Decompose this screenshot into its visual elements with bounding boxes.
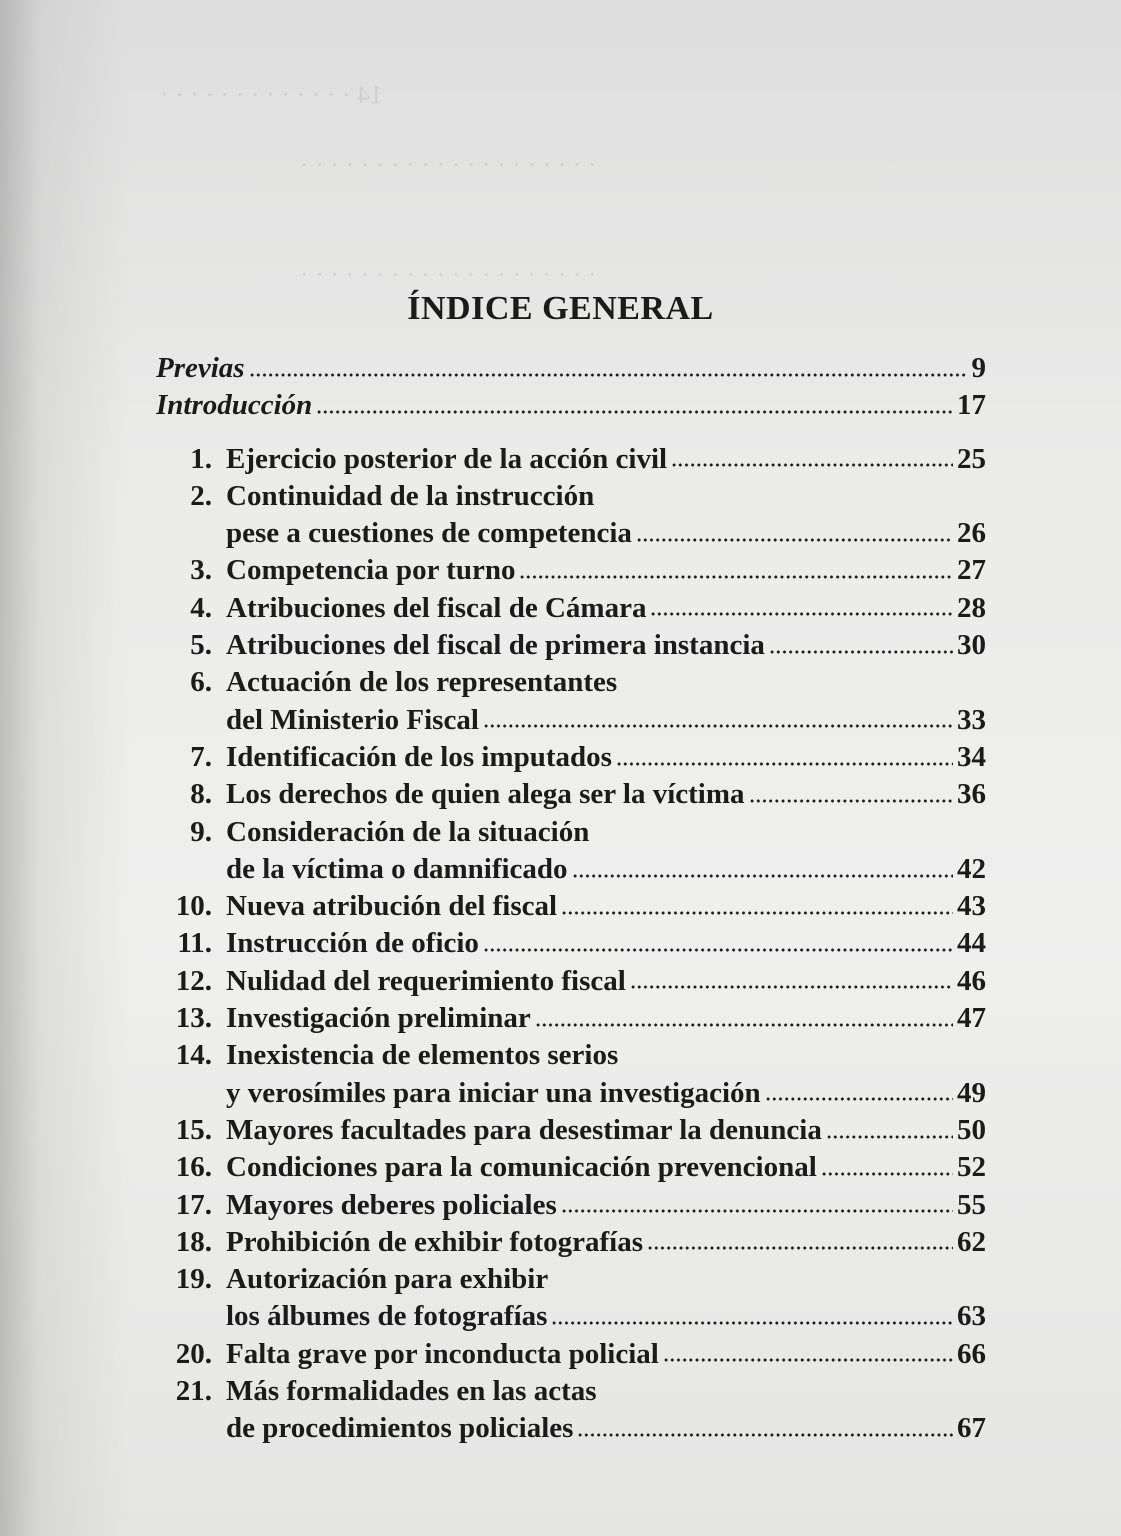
toc-line <box>156 1000 986 1037</box>
dot-leader <box>561 1208 953 1214</box>
dot-leader <box>769 649 953 655</box>
entry-title: Nulidad del requerimiento fiscal <box>226 964 626 997</box>
entry-page-number: 42 <box>957 852 986 885</box>
dot-leader <box>561 910 953 916</box>
entry-page-number: 52 <box>957 1151 986 1184</box>
toc-line <box>156 1298 986 1335</box>
entry-page-number: 55 <box>957 1188 986 1221</box>
toc-line <box>156 1112 986 1149</box>
entry-title: Prohibición de exhibir fotografías <box>226 1225 644 1258</box>
entry-title: Identificación de los imputados <box>226 740 612 773</box>
entry-text-wrap <box>156 387 986 424</box>
entry-title: Condiciones para la comunicación prevencional <box>226 1151 817 1184</box>
toc-line <box>156 1373 986 1410</box>
entry-number: 5. <box>190 629 212 662</box>
entry-title: Nueva atribución del fiscal <box>226 890 558 923</box>
entry-page-number: 50 <box>957 1113 986 1146</box>
entry-text-wrap <box>212 1298 986 1335</box>
entry-text-wrap <box>212 963 986 1000</box>
entry-page-number: 28 <box>957 591 986 624</box>
entry-number: 4. <box>190 591 212 624</box>
entry-text-wrap <box>212 1112 986 1149</box>
entry-number: 13. <box>175 1002 212 1035</box>
entry-text-wrap <box>212 515 986 552</box>
entry-title: pese a cuestiones de competencia <box>226 517 632 550</box>
entry-page-number: 63 <box>957 1300 986 1333</box>
entry-text-wrap <box>212 702 986 739</box>
entry-number: 15. <box>175 1113 212 1146</box>
toc-line <box>156 851 986 888</box>
dot-leader <box>577 1432 953 1438</box>
entry-text-wrap <box>212 888 986 925</box>
entry-number: 20. <box>175 1337 212 1370</box>
entry-title: Previas <box>156 352 245 384</box>
toc-line <box>156 515 986 552</box>
entry-number: 17. <box>175 1188 212 1221</box>
entry-text-wrap <box>212 1336 986 1373</box>
toc-line <box>156 664 986 701</box>
toc-line <box>156 702 986 739</box>
toc-line <box>156 963 986 1000</box>
entry-number: 18. <box>175 1225 212 1258</box>
entry-page-number: 43 <box>957 890 986 923</box>
toc-line <box>156 1410 986 1447</box>
entry-page-number: 44 <box>957 927 986 960</box>
entry-text-wrap <box>212 814 986 851</box>
toc-line <box>156 739 986 776</box>
entry-text-wrap <box>212 1000 986 1037</box>
entry-text-wrap <box>212 664 986 701</box>
entry-page-number: 25 <box>957 442 986 475</box>
entry-text-wrap <box>212 1373 986 1410</box>
dot-leader <box>826 1134 953 1140</box>
entry-number: 6. <box>190 666 212 699</box>
entry-text-wrap <box>212 1149 986 1186</box>
entry-page-number: 46 <box>957 964 986 997</box>
entry-number: 12. <box>175 964 212 997</box>
dot-leader <box>483 947 953 953</box>
entry-text-wrap <box>212 776 986 813</box>
toc-line <box>156 387 986 424</box>
entry-title: del Ministerio Fiscal <box>226 703 479 736</box>
entry-number: 2. <box>190 479 212 512</box>
entry-number: 1. <box>190 442 212 475</box>
entry-text-wrap <box>212 1187 986 1224</box>
dot-leader <box>636 537 953 543</box>
entry-page-number: 26 <box>957 517 986 550</box>
toc-line <box>156 1261 986 1298</box>
entry-title: Más formalidades en las actas <box>226 1375 597 1408</box>
entry-page-number: 66 <box>957 1337 986 1370</box>
entry-text-wrap <box>212 478 986 515</box>
page-title: ÍNDICE GENERAL <box>407 290 714 327</box>
entry-number: 9. <box>190 815 212 848</box>
dot-leader <box>519 574 953 580</box>
dot-leader <box>551 1320 953 1326</box>
dot-leader <box>316 409 953 415</box>
toc-line <box>156 627 986 664</box>
entry-text-wrap <box>212 627 986 664</box>
entry-text-wrap <box>212 925 986 962</box>
dot-leader <box>671 462 953 468</box>
entry-title: Continuidad de la instrucción <box>226 479 595 512</box>
entry-title: Introducción <box>156 389 313 422</box>
entry-title: los álbumes de fotografías <box>226 1300 548 1333</box>
entry-title: Atribuciones del fiscal de primera instancia <box>226 629 765 662</box>
dot-leader <box>616 761 953 767</box>
dot-leader <box>650 611 953 617</box>
toc-line <box>156 441 986 478</box>
entry-title: Los derechos de quien alega ser la víctima <box>226 778 745 811</box>
toc-line <box>156 925 986 962</box>
toc-line <box>156 888 986 925</box>
toc-line <box>156 590 986 627</box>
entry-text-wrap <box>212 1037 986 1074</box>
entry-page-number: 67 <box>957 1412 986 1445</box>
entry-page-number: 62 <box>957 1225 986 1258</box>
entry-page-number: 27 <box>957 554 986 587</box>
bleed-through-text: · · · · · · · · · · · · · · · · · · · · <box>300 260 597 289</box>
entry-title: Atribuciones del fiscal de Cámara <box>226 591 647 624</box>
entry-text-wrap <box>212 1261 986 1298</box>
entry-text-wrap <box>212 1410 986 1447</box>
entry-number: 11. <box>177 927 212 960</box>
toc-line <box>156 1075 986 1112</box>
dot-leader <box>749 798 954 804</box>
entry-text-wrap <box>212 739 986 776</box>
entry-title: Inexistencia de elementos serios <box>226 1039 619 1072</box>
dot-leader <box>663 1357 953 1363</box>
entry-text-wrap <box>212 441 986 478</box>
dot-leader <box>535 1022 953 1028</box>
entry-title: Falta grave por inconducta policial <box>226 1337 659 1370</box>
entry-number: 14. <box>175 1039 212 1072</box>
entry-title: Mayores deberes policiales <box>226 1188 557 1221</box>
entry-title: de la víctima o damnificado <box>226 852 568 885</box>
entry-title: Mayores facultades para desestimar la denuncia <box>226 1113 822 1146</box>
entry-page-number: 33 <box>957 703 986 736</box>
entry-title: Competencia por turno <box>226 554 516 587</box>
toc-line <box>156 814 986 851</box>
toc-line <box>156 776 986 813</box>
dot-leader <box>630 984 953 990</box>
toc-line <box>156 478 986 515</box>
entry-title: y verosímiles para iniciar una investigación <box>226 1076 761 1109</box>
toc-line <box>156 1336 986 1373</box>
toc-line <box>156 552 986 589</box>
entry-page-number: 17 <box>957 389 986 422</box>
entry-number: 19. <box>175 1263 212 1296</box>
entry-number: 3. <box>190 554 212 587</box>
entry-page-number: 36 <box>957 778 986 811</box>
toc-line <box>156 1187 986 1224</box>
dot-leader <box>249 372 968 378</box>
entry-text-wrap <box>212 552 986 589</box>
toc-line <box>156 350 986 387</box>
entry-title: Instrucción de oficio <box>226 927 479 960</box>
dot-leader <box>821 1171 953 1177</box>
dot-leader <box>483 723 953 729</box>
entry-page-number: 49 <box>957 1076 986 1109</box>
table-of-contents <box>156 350 986 1448</box>
entry-text-wrap <box>156 350 986 387</box>
toc-line <box>156 1224 986 1261</box>
entry-title: de procedimientos policiales <box>226 1412 574 1445</box>
entry-title: Autorización para exhibir <box>226 1263 549 1296</box>
entry-page-number: 9 <box>971 352 986 384</box>
entry-title: Consideración de la situación <box>226 815 590 848</box>
entry-number: 10. <box>175 890 212 923</box>
dot-leader <box>765 1096 953 1102</box>
entry-text-wrap <box>212 851 986 888</box>
entry-title: Investigación preliminar <box>226 1002 531 1035</box>
entry-text-wrap <box>212 590 986 627</box>
entry-title: Ejercicio posterior de la acción civil <box>226 442 668 475</box>
entry-page-number: 30 <box>957 629 986 662</box>
bleed-through-text: 14 · · · · · · · · · · · · · <box>160 80 384 109</box>
entry-text-wrap <box>212 1075 986 1112</box>
entry-number: 21. <box>175 1375 212 1408</box>
entry-page-number: 47 <box>957 1002 986 1035</box>
dot-leader <box>647 1245 953 1251</box>
toc-line <box>156 1149 986 1186</box>
bleed-through-text: · · · · · · · · · · · · · · · · · · · · <box>300 150 597 179</box>
entry-number: 8. <box>190 778 212 811</box>
toc-line <box>156 1037 986 1074</box>
entry-number: 7. <box>190 740 212 773</box>
entry-title: Actuación de los representantes <box>226 666 618 699</box>
dot-leader <box>572 873 953 879</box>
entry-number: 16. <box>175 1151 212 1184</box>
entry-text-wrap <box>212 1224 986 1261</box>
entry-page-number: 34 <box>957 740 986 773</box>
